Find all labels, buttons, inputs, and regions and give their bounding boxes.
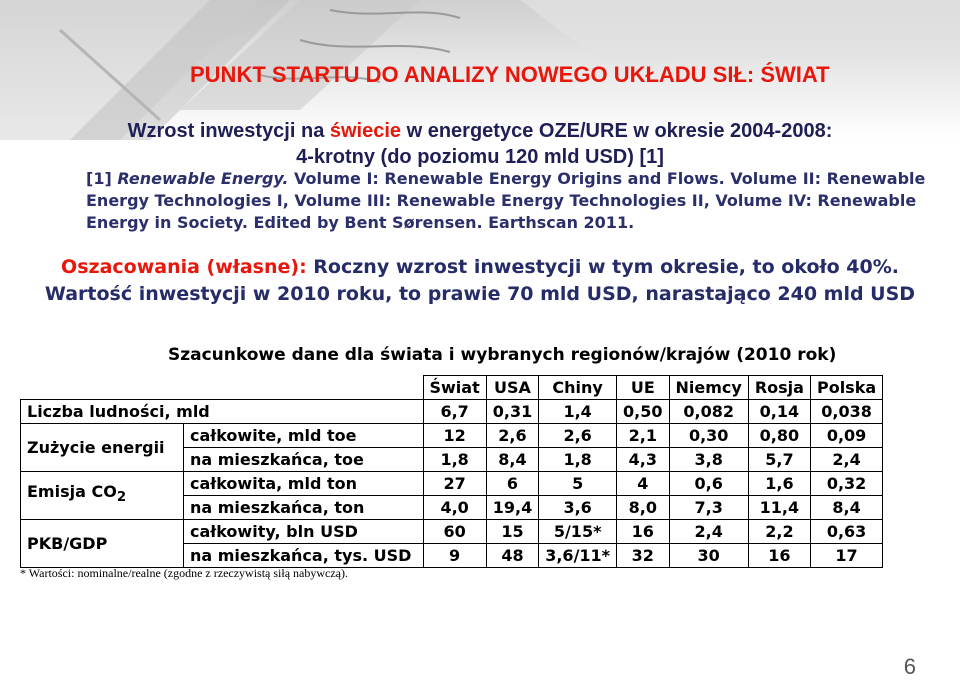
intro-prefix: Wzrost inwestycji na [127,120,330,142]
table-cell: 2,6 [486,424,538,448]
reference-details: Volume I: Renewable Energy Origins and Flows. Volume II: Renewable Energy Technologies I, Volume III: Renewable Energy Technologies II, Volume IV: Renewable Energy in Society. Edited by Bent Sørensen. Earthscan 2011. [86,169,926,232]
table-cell: 0,038 [810,400,882,424]
intro-line-2: 4-krotny (do poziomu 120 mld USD) [1] [296,146,664,168]
table-cell: 7,3 [669,496,748,520]
table-cell: 3,6 [539,496,617,520]
table-cell: 1,4 [539,400,617,424]
slide-title: PUNKT STARTU DO ANALIZY NOWEGO UKŁADU SIŁ: ŚWIAT [190,62,830,87]
table-footnote: * Wartości: nominalne/realne (zgodne z rzeczywistą siłą nabywczą). [20,566,349,580]
table-cell: 11,4 [748,496,810,520]
table-cell: 6,7 [423,400,486,424]
column-header: Rosja [748,376,810,400]
table-cell: 16 [617,520,669,544]
table-cell: 4,0 [423,496,486,520]
table-cell: 0,80 [748,424,810,448]
table-cell: 15 [486,520,538,544]
column-header: Chiny [539,376,617,400]
table-header-row [21,376,883,400]
table-cell: 2,4 [669,520,748,544]
table-cell: 2,2 [748,520,810,544]
table-cell: 5,7 [748,448,810,472]
table-cell: 0,50 [617,400,669,424]
row-label-population: Liczba ludności, mld [21,400,424,424]
column-header: Niemcy [669,376,748,400]
table-cell: 0,6 [669,472,748,496]
table-cell: 4 [617,472,669,496]
table-cell: 8,4 [810,496,882,520]
table-cell: 0,082 [669,400,748,424]
row-sublabel: całkowite, mld toe [184,424,424,448]
estimates-label: Oszacowania (własne): [61,256,307,278]
table-cell: 0,30 [669,424,748,448]
row-sublabel: na mieszkańca, tys. USD [184,544,424,568]
table-cell: 0,09 [810,424,882,448]
row-sublabel: całkowita, mld ton [184,472,424,496]
estimates-growth: Roczny wzrost inwestycji w tym okresie, to około 40%. [306,256,899,278]
emission-label-subscript: 2 [116,490,127,506]
table-cell: 5 [539,472,617,496]
table-cell: 0,31 [486,400,538,424]
intro-highlight: świecie [329,120,402,142]
table-cell: 1,8 [423,448,486,472]
table-row [21,472,883,496]
table-cell: 5/15* [539,520,617,544]
row-label-gdp: PKB/GDP [21,520,184,568]
table-cell: 32 [617,544,669,568]
column-header: Polska [810,376,882,400]
table-cell: 2,1 [617,424,669,448]
reference-citation [86,168,946,234]
table-cell: 0,14 [748,400,810,424]
row-sublabel: na mieszkańca, toe [184,448,424,472]
table-cell: 2,6 [539,424,617,448]
row-label-emission [21,472,184,520]
page-number: 6 [903,654,916,679]
table-cell: 12 [423,424,486,448]
table-cell: 0,63 [810,520,882,544]
column-header: UE [617,376,669,400]
table-row [21,520,883,544]
table-cell: 48 [486,544,538,568]
table-cell: 17 [810,544,882,568]
table-cell: 27 [423,472,486,496]
table-caption: Szacunkowe dane dla świata i wybranych regionów/krajów (2010 rok) [168,345,837,365]
statistics-table [20,375,883,568]
reference-book-title: Renewable Energy. [117,169,289,188]
table-cell: 3,6/11* [539,544,617,568]
table-cell: 4,3 [617,448,669,472]
table-cell: 1,6 [748,472,810,496]
table-cell: 8,0 [617,496,669,520]
table-cell: 3,8 [669,448,748,472]
intro-line-1 [0,120,960,143]
intro-suffix: w energetyce OZE/URE w okresie 2004-2008: [401,120,833,142]
reference-prefix: [1] [86,169,118,188]
row-label-energy: Zużycie energii [21,424,184,472]
row-sublabel: na mieszkańca, ton [184,496,424,520]
table-cell: 0,32 [810,472,882,496]
table-cell: 30 [669,544,748,568]
row-sublabel: całkowity, bln USD [184,520,424,544]
emission-label-text: Emisja CO [27,482,117,502]
table-cell: 16 [748,544,810,568]
header-blank-cell [21,376,424,400]
table-row [21,424,883,448]
table-cell: 1,8 [539,448,617,472]
table-row [21,400,883,424]
table-cell: 60 [423,520,486,544]
table-cell: 19,4 [486,496,538,520]
estimates-line-1 [0,256,960,278]
estimates-line-2: Wartość inwestycji w 2010 roku, to prawie 70 mld USD, narastająco 240 mld USD [44,283,916,305]
table-cell: 6 [486,472,538,496]
column-header: Świat [423,376,486,400]
table-cell: 8,4 [486,448,538,472]
column-header: USA [486,376,538,400]
table-cell: 9 [423,544,486,568]
table-cell: 2,4 [810,448,882,472]
